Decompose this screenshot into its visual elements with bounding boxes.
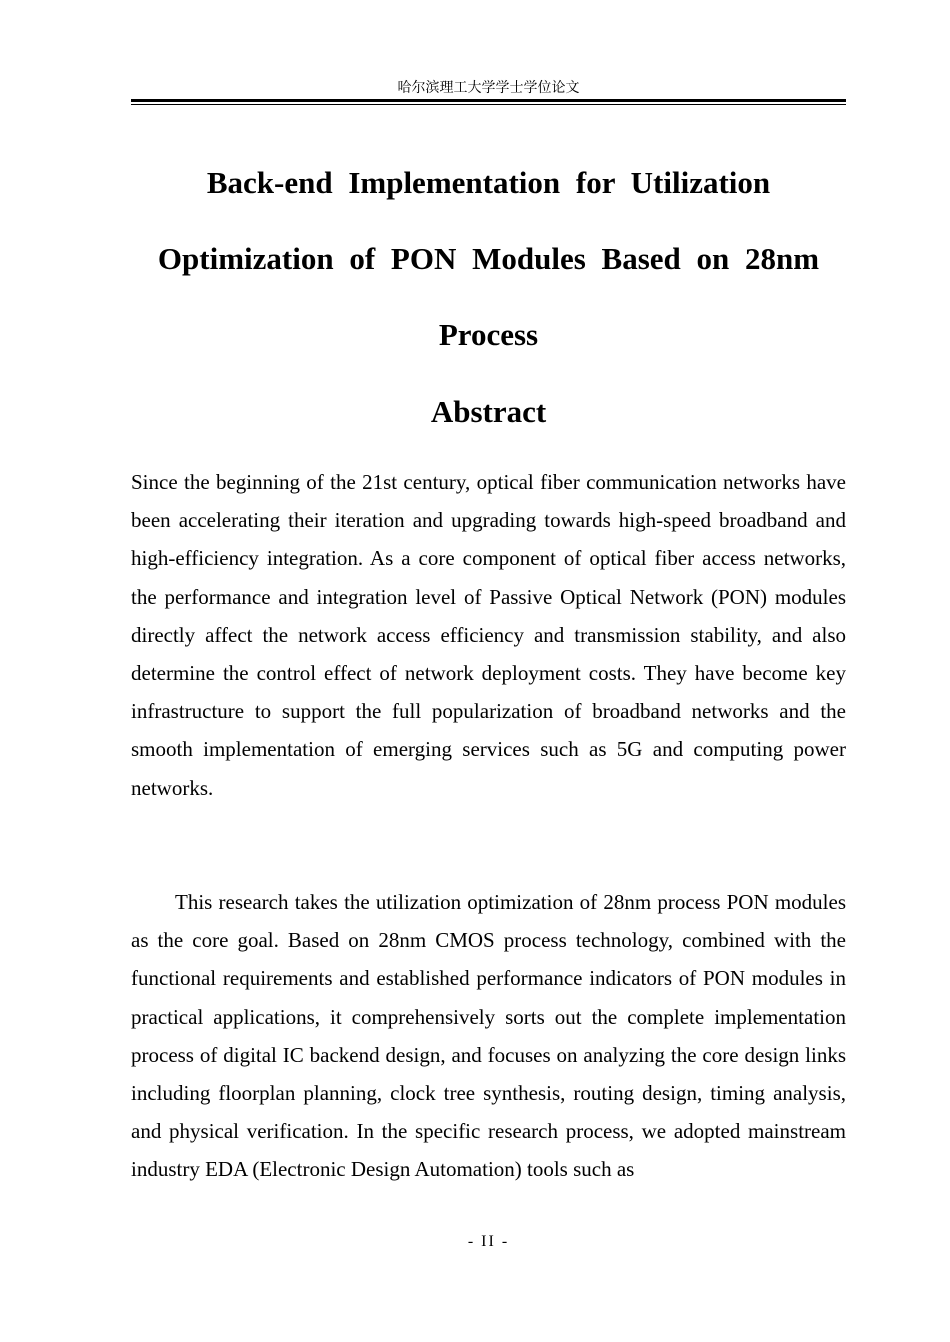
paper-title: Back-end Implementation for Utilization Optimization of PON Modules Based on 28nm Process — [157, 165, 820, 352]
header-rule-thick — [131, 99, 846, 102]
page-number: - II - — [467, 1233, 510, 1250]
running-header: 哈尔滨理工大学学士学位论文 — [397, 80, 580, 96]
abstract-paragraph-2: This research takes the utilization optimization of 28nm process PON modules as the core goal. Based on 28nm CMOS process technology, combined with the functional requirements and established performance indicators of PON modules in practical applications, it comprehensively sorts out the complete implementation process of digital IC backend design, and focuses on analyzing the core design links including floorplan planning, clock tree synthesis, routing design, timing analysis, and physical verification. In the specific research process, we adopted mainstream industry EDA (Electronic Design Automation) tools such as — [131, 890, 846, 1182]
abstract-paragraph-1: Since the beginning of the 21st century, optical fiber communication networks have been accelerating their iteration and upgrading towards high-speed broadband and high-efficiency integration. As a core component of optical fiber access networks, the performance and integration level of Passive Optical Network (PON) modules directly affect the network access efficiency and transmission stability, and also determine the control effect of network deployment costs. They have become key infrastructure to support the full popularization of broadband networks and the smooth implementation of emerging services such as 5G and computing power networks. — [131, 470, 846, 800]
header-rule-thin — [131, 104, 846, 105]
abstract-heading: Abstract — [430, 394, 547, 429]
